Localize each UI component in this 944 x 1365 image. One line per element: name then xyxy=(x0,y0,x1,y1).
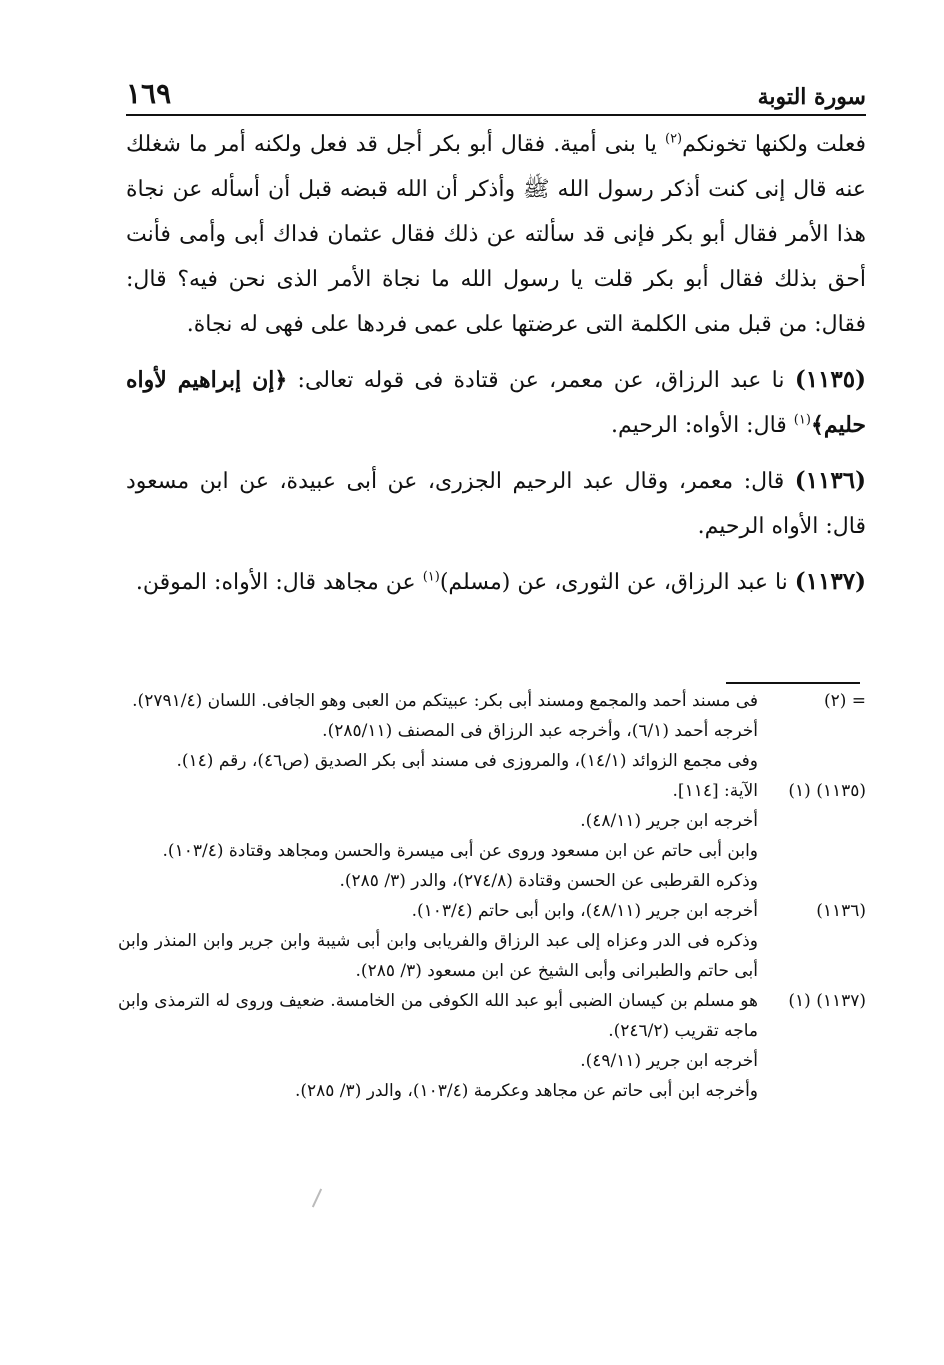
footnote xyxy=(118,836,866,866)
page-number: ١٦٩ xyxy=(126,77,172,110)
footnote-text: الآية: [١١٤]. xyxy=(672,781,758,801)
footnote-text: أخرجه ابن جرير (٤٨/١١)، وابن أبى حاتم (١٠٣/٤). xyxy=(411,901,758,921)
entry-1135: (١١٣٥) نا عبد الرزاق، عن معمر، عن قتادة فى قوله تعالى: ﴿إن إبراهيم لأواه حليم﴾$^{(١)}$ قال: الأواه: الرحيم. xyxy=(126,366,867,438)
footnote xyxy=(118,746,866,776)
entry-number: (١١٣٥) xyxy=(794,366,867,393)
footnote-key: (١١٣٧) (١) xyxy=(788,991,866,1011)
entry-1136: (١١٣٦) قال: معمر، وقال عبد الرحيم الجزرى، عن أبى عبيدة، عن ابن مسعود قال: الأواه الرحيم. xyxy=(126,467,866,539)
entry-1137: (١١٣٧) نا عبد الرزاق، عن الثورى، عن (مسلم)$^{(١)}$ عن مجاهد قال: الأواه: الموقن. xyxy=(135,568,866,595)
quran-verse: ﴿إن إبراهيم لأواه حليم﴾ xyxy=(126,367,866,438)
footnote xyxy=(118,866,866,896)
footnote-text: وذكره القرطبى عن الحسن وقتادة (٢٧٤/٨)، والدر (٣/ ٢٨٥). xyxy=(339,871,758,891)
footnote xyxy=(118,986,866,1046)
footnote xyxy=(118,716,866,746)
main-text xyxy=(126,122,866,605)
footnote-key xyxy=(758,1046,866,1076)
footnote-text: وابن أبى حاتم عن ابن مسعود وروى عن أبى ميسرة والحسن ومجاهد وقتادة (١٠٣/٤). xyxy=(162,841,758,861)
footnote-text: وأخرجه ابن أبى حاتم عن مجاهد وعكرمة (١٠٣/٤)، والدر (٣/ ٢٨٥). xyxy=(294,1081,758,1101)
paragraph-continuation: فعلت ولكنها تخونكم$^{(٢)}$ يا بنى أمية. فقال أبو بكر أجل قد فعل ولكنه أمر ما شغلك عنه قال إنى كنت أذكر رسول الله ﷺ وأذكر أن الله قبضه قبل أن أسأله عن نجاة هذا الأمر فقال أبو بكر فإنى قد سألته عن ذلك فقال عثمان فداك أبى وأمى فأنت أحق بذلك فقال أبو بكر قلت يا رسول الله ما نجاة الأمر الذى نحن فيه؟ قال: فقال: من قبل منى الكلمة التى عرضتها على عمى فردها على فهى له نجاة. xyxy=(126,131,866,337)
footnote-key xyxy=(758,926,866,986)
footnote-text: أخرجه ابن جرير (٤٨/١١). xyxy=(580,811,758,831)
footnote-text: وذكره فى الدر وعزاه إلى عبد الرزاق والفريابى وابن أبى شيبة وابن جرير وابن المنذر وابن أبى حاتم والطبرانى وأبى الشيخ عن ابن مسعود (٣/ ٢٨٥). xyxy=(118,931,758,981)
footnote-key xyxy=(758,806,866,836)
footnote-ref: (٢) xyxy=(664,131,683,147)
footnote-separator xyxy=(726,682,860,684)
footnote xyxy=(118,1076,866,1106)
footnote-key: (١١٣٦) xyxy=(816,901,866,921)
footnote-text: هو مسلم بن كيسان الضبى أبو عبد الله الكوفى من الخامسة. ضعيف وروى له الترمذى وابن ماجه تقريب (٢٤٦/٢). xyxy=(118,991,758,1041)
footnote-key: (١١٣٥) (١) xyxy=(788,781,866,801)
footnote-key xyxy=(758,866,866,896)
scan-mark xyxy=(312,1189,322,1208)
running-title: سورة التوبة xyxy=(757,84,866,110)
footnote xyxy=(118,1046,866,1076)
footnote-ref: (١) xyxy=(793,412,811,428)
footnote xyxy=(118,686,866,716)
footnote-key xyxy=(758,716,866,746)
footnote-ref: (١) xyxy=(422,569,440,585)
footnote xyxy=(118,806,866,836)
footnote xyxy=(118,896,866,926)
footnote-text: أخرجه ابن جرير (٤٩/١١). xyxy=(580,1051,758,1071)
footnote-text: أخرجه أحمد (٦/١)، وأخرجه عبد الرزاق فى المصنف (٢٨٥/١١). xyxy=(322,721,758,741)
footnote-key: = (٢) xyxy=(823,691,866,711)
footnote-key xyxy=(758,746,866,776)
page-header xyxy=(126,66,866,116)
footnotes xyxy=(118,686,866,1106)
entry-number: (١١٣٦) xyxy=(794,467,866,494)
footnote-text: فى مسند أحمد والمجمع ومسند أبى بكر: عبيتكم من العبى وهو الجافى. اللسان (٢٧٩١/٤). xyxy=(132,691,758,711)
footnote-text: وفى مجمع الزوائد (١٤/١)، والمروزى فى مسند أبى بكر الصديق (ص٤٦)، رقم (١٤). xyxy=(176,751,758,771)
footnote-key xyxy=(758,836,866,866)
footnote-key xyxy=(758,1076,866,1106)
entry-number: (١١٣٧) xyxy=(794,568,866,595)
footnote xyxy=(118,776,866,806)
footnote xyxy=(118,926,866,986)
